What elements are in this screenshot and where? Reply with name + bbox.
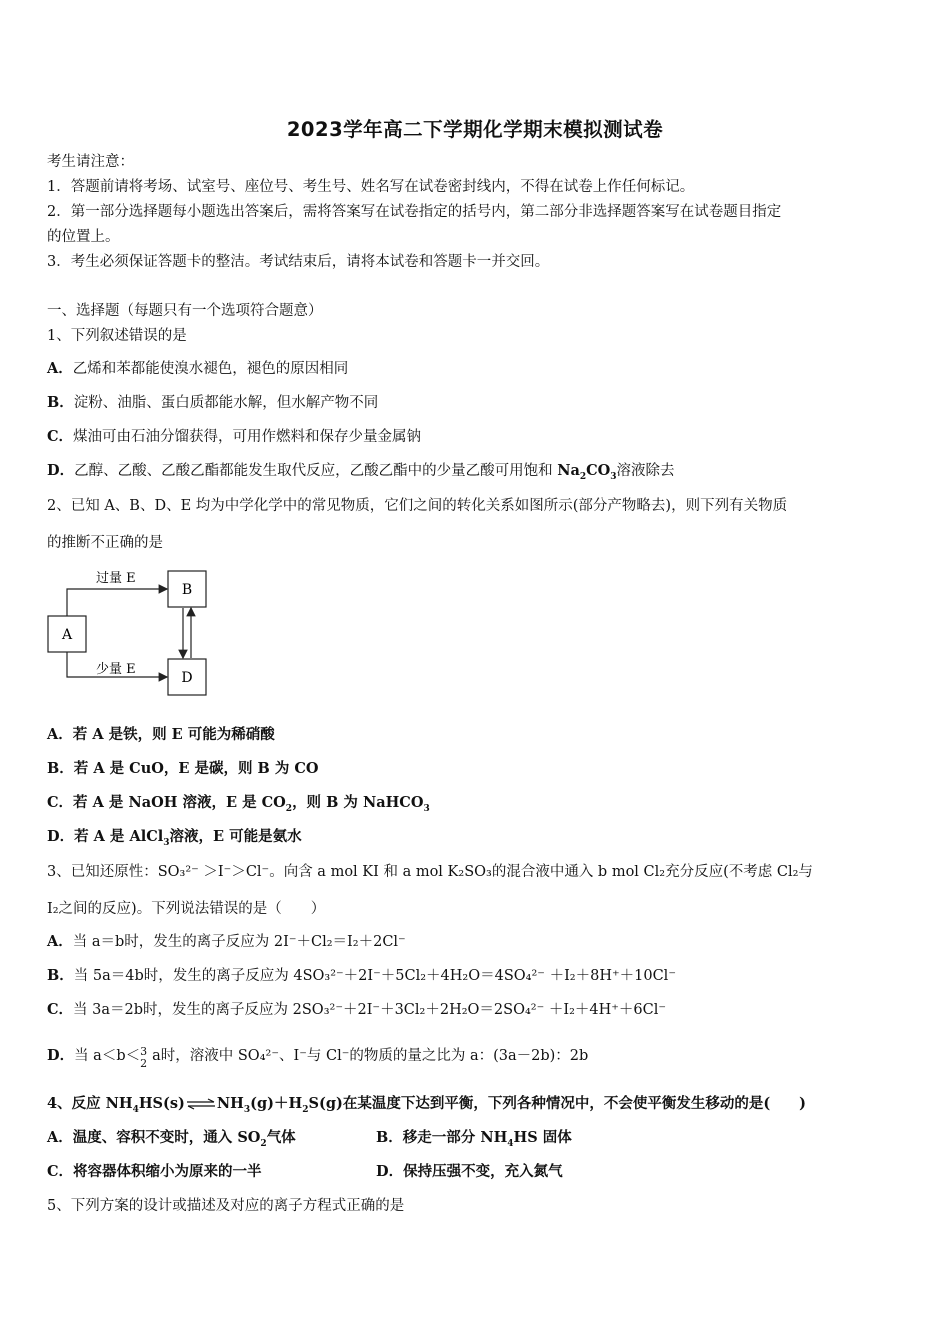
equilibrium-arrow-icon (186, 1098, 216, 1110)
q1-option-a: A．乙烯和苯都能使溴水褪色，褪色的原因相同 (47, 360, 349, 377)
notice-item-2: 2．第一部分选择题每小题选出答案后，需将答案写在试卷指定的括号内，第二部分非选择题答案写在试卷题目指定 (47, 204, 782, 220)
q2-stem-line2: 的推断不正确的是 (47, 535, 163, 551)
option-label: A． (47, 360, 73, 377)
box-d-label: D (181, 670, 193, 686)
q4-option-d: D．保持压强不变，充入氮气 (376, 1163, 563, 1180)
arrow-a-to-b (67, 589, 167, 616)
notice-item-3: 3．考生必须保证答题卡的整洁。考试结束后，请将本试卷和答题卡一并交回。 (47, 254, 550, 270)
q5-stem: 5、下列方案的设计或描述及对应的离子方程式正确的是 (47, 1198, 405, 1214)
box-a-label: A (61, 627, 73, 643)
q1-option-b: B．淀粉、油脂、蛋白质都能水解，但水解产物不同 (47, 394, 379, 411)
notice-item-1: 1．答题前请将考场、试室号、座位号、考生号、姓名写在试卷密封线内，不得在试卷上作任何标记。 (47, 179, 695, 195)
q2-stem-line1: 2、已知 A、B、D、E 均为中学化学中的常见物质，它们之间的转化关系如图所示(部分产物略去)，则下列有关物质 (47, 498, 788, 514)
q4-option-b: B．移走一部分 $NH_4HS$ 固体 (376, 1129, 572, 1149)
q3-option-a: A．当 a＝b时，发生的离子反应为 2I⁻＋Cl₂＝I₂＋2Cl⁻ (47, 933, 406, 950)
option-label: C． (47, 428, 74, 445)
q2-option-d: D．若 A 是 AlCl$_3$溶液，E 可能是氨水 (47, 828, 302, 848)
option-label: D． (47, 462, 75, 479)
q4-stem: 4、反应 $NH_4HS(s)$ $NH_3(g)+H_2S(g)$在某温度下达到平衡，下列各种情况中，不会使平衡发生移动的是( ) (47, 1095, 807, 1115)
q2-option-b: B．若 A 是 CuO，E 是碳，则 B 为 CO (47, 760, 319, 777)
q2-option-a: A．若 A 是铁，则 E 可能为稀硝酸 (47, 726, 275, 743)
q3-stem-line1: 3、已知还原性：SO₃²⁻ ＞I⁻＞Cl⁻。向含 a mol KI 和 a mol K₂SO₃的混合液中通入 b mol Cl₂充分反应(不考虑 Cl₂与 (47, 864, 813, 880)
label-excess-e: 过量 E (96, 571, 136, 586)
q4-option-c: C．将容器体积缩小为原来的一半 (47, 1163, 262, 1180)
q4-option-a: A．温度、容积不变时，通入 $SO_2$气体 (47, 1129, 296, 1149)
q2-diagram (44, 562, 224, 702)
q1-option-d: D．乙醇、乙酸、乙酸乙酯都能发生取代反应，乙酸乙酯中的少量乙酸可用饱和 $Na_2CO_3$溶液除去 (47, 462, 675, 482)
box-b-label: B (181, 582, 193, 598)
option-label: B． (47, 394, 74, 411)
q3-option-b: B．当 5a＝4b时，发生的离子反应为 4SO₃²⁻＋2I⁻＋5Cl₂＋4H₂O＝4SO₄²⁻ ＋I₂＋8H⁺＋10Cl⁻ (47, 967, 676, 984)
section-heading: 一、选择题（每题只有一个选项符合题意） (47, 303, 323, 319)
page-title: 2023学年高二下学期化学期末模拟测试卷 (286, 118, 664, 141)
label-little-e: 少量 E (96, 662, 136, 677)
q2-option-c: C．若 A 是 NaOH 溶液，E 是 $CO_2$，则 B 为 NaHCO$_3$ (47, 794, 430, 814)
q3-option-d: D．当 a＜b＜ 3 2 a时，溶液中 SO₄²⁻、I⁻与 Cl⁻的物质的量之比为 a：(3a－2b)：2b (47, 1045, 589, 1070)
q1-option-c: C．煤油可由石油分馏获得，可用作燃料和保存少量金属钠 (47, 428, 422, 445)
notice-heading: 考生请注意： (47, 154, 134, 170)
notice-item-2-cont: 的位置上。 (47, 229, 120, 245)
q3-option-c: C．当 3a＝2b时，发生的离子反应为 2SO₃²⁻＋2I⁻＋3Cl₂＋2H₂O＝2SO₄²⁻ ＋I₂＋4H⁺＋6Cl⁻ (47, 1001, 667, 1018)
q3-stem-line2: I₂之间的反应)。下列说法错误的是（ ） (47, 901, 326, 917)
q1-stem: 1、下列叙述错误的是 (47, 328, 187, 344)
